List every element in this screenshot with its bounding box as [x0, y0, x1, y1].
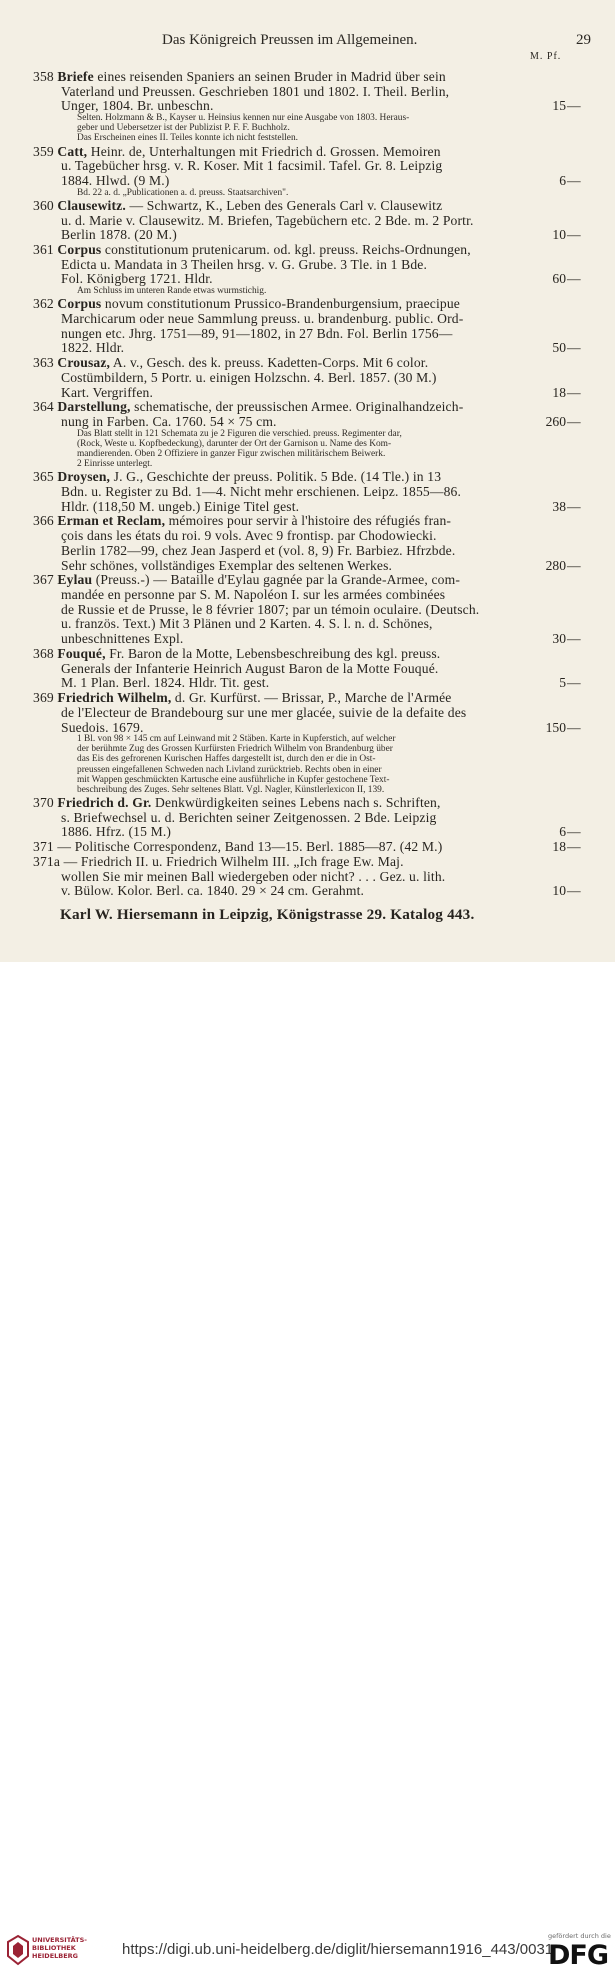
entry-line: [0, 883, 615, 899]
catalog-footer: Karl W. Hiersemann in Leipzig, Königstrasse 29. Katalog 443.: [60, 906, 475, 923]
entry-line: [0, 499, 615, 515]
running-header-title: Das Königreich Preussen im Allgemeinen.: [162, 32, 418, 48]
viewer-bottom-bar: [0, 962, 615, 1971]
entry-line: [0, 810, 615, 826]
entry-price-pfennig: —: [567, 172, 581, 188]
entry-line: [0, 84, 615, 100]
entry-price-pfennig: —: [567, 271, 581, 287]
entry-number: 362: [33, 296, 54, 312]
entry-line: [0, 631, 615, 647]
entry-line: [0, 646, 615, 662]
entry-price: 60: [552, 271, 566, 287]
entry-text: Sehr schönes, vollständiges Exemplar des seltenen Werkes.: [61, 557, 393, 573]
entry-price: 260: [545, 414, 566, 430]
entry-line: [0, 69, 615, 85]
entry-line: [0, 242, 615, 258]
entry-price: 50: [552, 340, 566, 356]
entry-line: [0, 370, 615, 386]
note-text: mandierenden. Oben 2 Offiziere in ganzer Figur zwischen militärischem Beiwerk.: [77, 448, 386, 459]
entry-price-pfennig: —: [567, 414, 581, 430]
entry-keyword: Darstellung,: [57, 399, 131, 415]
entry-keyword: Corpus: [57, 241, 102, 257]
entry-number: 370: [33, 794, 54, 810]
entry-text: de Russie et de Prusse, le 8 février 1807; par un témoin oculaire. (Deutsch.: [61, 601, 480, 617]
entry-text: M. 1 Plan. Berl. 1824. Hldr. Tit. gest.: [61, 675, 270, 691]
entry-text: mandée en personne par S. M. Napoléon I. sur les armées combinées: [61, 587, 446, 602]
note-text: beschreibung des Zuges. Sehr seltenes Blatt. Vgl. Nagler, Künstlerlexicon II, 139.: [77, 784, 385, 795]
entry-text: Bdn. u. Register zu Bd. 1—4. Nicht mehr erschienen. Leipz. 1855—86.: [61, 483, 462, 499]
entry-text: — Schwartz, K., Leben des Generals Carl v. Clausewitz: [125, 197, 443, 213]
entry-line: [0, 227, 615, 243]
entry-text: çois dans les états du roi. 9 vols. Avec 9 frontisp. par Chodowiecki.: [61, 528, 437, 544]
entry-number: 367: [33, 572, 54, 588]
entry-price-pfennig: —: [567, 340, 581, 356]
entry-text: Edicta u. Mandata in 3 Theilen hrsg. v. G. Grube. 3 Tle. in 1 Bde.: [61, 256, 428, 272]
entry-text: Vaterland und Preussen. Geschrieben 1801 und 1802. I. Theil. Berlin,: [61, 83, 450, 99]
entry-line: [0, 469, 615, 485]
entry-line: [0, 98, 615, 114]
entry-price-pfennig: —: [567, 384, 581, 400]
entry-line: [0, 661, 615, 677]
entry-line: [0, 705, 615, 721]
entry-line: [0, 795, 615, 811]
entry-price-pfennig: —: [567, 631, 581, 647]
entry-line: [0, 213, 615, 229]
note-text: das Eis des gefrorenen Kurischen Haffes dargestellt ist, durch den er die in Ost-: [77, 754, 376, 765]
entry-line: [0, 824, 615, 840]
note-text: preussen eingefallenen Schweden nach Livland zurücktrieb. Rechts oben in einer: [77, 764, 382, 775]
entry-line: [0, 602, 615, 618]
entry-price: 150: [545, 719, 566, 735]
note-text: Selten. Holzmann & B., Kayser u. Heinsius kennen nur eine Ausgabe von 1803. Heraus-: [77, 113, 410, 124]
entry-text: d. Gr. Kurfürst. — Brissar, P., Marche de l'Armée: [171, 690, 452, 706]
entry-line: [0, 198, 615, 214]
entry-line: [0, 839, 615, 855]
entry-keyword: Clausewitz.: [57, 197, 126, 213]
note-text: Das Erscheinen eines II. Teiles konnte ich nicht feststellen.: [77, 133, 298, 144]
entry-line: [0, 326, 615, 342]
note-text: Bd. 22 a. d. „Publicationen a. d. preuss. Staatsarchiven".: [77, 187, 289, 198]
page-number: 29: [576, 32, 591, 48]
entry-text: novum constitutionum Prussico-Brandenburgensium, praecipue: [101, 296, 460, 312]
entry-line: [0, 385, 615, 401]
entry-line: [0, 572, 615, 588]
entry-line: [0, 675, 615, 691]
entry-text: constitutionum prutenicarum. od. kgl. preuss. Reichs-Ordnungen,: [101, 241, 471, 257]
entry-text: Denkwürdigkeiten seines Lebens nach s. Schriften,: [151, 794, 441, 810]
entry-price: 18: [552, 839, 566, 855]
entry-text: Kart. Vergriffen.: [61, 384, 154, 400]
entry-keyword: Catt,: [57, 143, 88, 159]
entry-number: 366: [33, 513, 54, 529]
entry-text: Unger, 1804. Br. unbeschn.: [61, 98, 214, 114]
funding-note: gefördert durch die: [548, 1932, 611, 1940]
entry-number: 359: [33, 143, 54, 159]
entry-line: [0, 340, 615, 356]
note-text: Am Schluss im unteren Rande etwas wurmstichig.: [77, 286, 267, 297]
entry-keyword: Corpus: [57, 296, 102, 312]
entry-keyword: Friedrich Wilhelm,: [57, 690, 172, 706]
entry-line: [0, 587, 615, 603]
entry-text: Hldr. (118,50 M. ungeb.) Einige Titel gest.: [61, 498, 300, 514]
entry-line: [0, 690, 615, 706]
entry-price: 6: [559, 824, 566, 840]
entry-price-pfennig: —: [567, 675, 581, 691]
entry-number: 368: [33, 645, 54, 661]
entry-keyword: Droysen,: [57, 469, 111, 485]
entry-keyword: Crousaz,: [57, 355, 111, 371]
entry-line: [0, 616, 615, 632]
entry-text: Fr. Baron de la Motte, Lebensbeschreibung des kgl. preuss.: [105, 645, 441, 661]
entry-price-pfennig: —: [567, 824, 581, 840]
permalink-url[interactable]: https://digi.ub.uni-heidelberg.de/diglit/hiersemann1916_443/0031: [122, 1941, 554, 1958]
entry-keyword: Erman et Reclam,: [57, 513, 166, 529]
entry-line: [0, 271, 615, 287]
entry-text: Costümbildern, 5 Portr. u. einigen Holzschn. 4. Berl. 1857. (30 M.): [61, 369, 437, 385]
entry-text: 1822. Hldr.: [61, 340, 125, 356]
university-seal-icon: [6, 1934, 30, 1966]
entry-line: [0, 414, 615, 430]
entry-text: — Friedrich II. u. Friedrich Wilhelm III. „Ich frage Ew. Maj.: [63, 853, 404, 869]
entry-text: eines reisenden Spaniers an seinen Bruder in Madrid über sein: [93, 69, 446, 84]
entry-line: [0, 513, 615, 529]
note-text: der berühmte Zug des Grossen Kurfürsten Friedrich Wilhelm von Brandenburg über: [77, 744, 393, 755]
entry-keyword: Fouqué,: [57, 645, 106, 661]
entry-number: 361: [33, 241, 54, 257]
price-column-header: M. Pf.: [530, 51, 562, 62]
note-text: 1 Bl. von 98 × 145 cm auf Leinwand mit 2 Stäben. Karte in Kupferstich, auf welcher: [77, 734, 396, 745]
note-text: geber und Uebersetzer ist der Publizist P. F. F. Buchholz.: [77, 123, 290, 134]
entry-text: 1886. Hfrz. (15 M.): [61, 824, 172, 840]
entry-text: u. d. Marie v. Clausewitz. M. Briefen, Tagebüchern etc. 2 Bde. m. 2 Portr.: [61, 212, 474, 228]
entry-text: s. Briefwechsel u. d. Berichten seiner Zeitgenossen. 2 Bde. Leipzig: [61, 809, 437, 825]
entry-line: [0, 528, 615, 544]
entry-text: de l'Electeur de Brandebourg sur une mer glacée, suivie de la defaite des: [61, 704, 467, 720]
entry-number: 371a: [33, 853, 61, 869]
dfg-logo: DFG: [548, 1940, 609, 1971]
entry-text: Suedois. 1679.: [61, 719, 144, 735]
entry-number: 364: [33, 399, 54, 415]
entry-text: u. Tagebücher hrsg. v. R. Koser. Mit 1 facsimil. Tafel. Gr. 8. Leipzig: [61, 158, 443, 174]
entry-price: 10: [552, 883, 566, 899]
entry-line: [0, 355, 615, 371]
entry-price-pfennig: —: [567, 719, 581, 735]
entry-text: — Politische Correspondenz, Band 13—15. Berl. 1885—87. (42 M.): [57, 839, 443, 855]
scanned-page: [0, 0, 615, 962]
entry-price-pfennig: —: [567, 839, 581, 855]
note-text: mit Wappen geschmückten Kartusche eine ausführliche in Kupfer gestochene Text-: [77, 774, 390, 785]
entry-keyword: Eylau: [57, 572, 93, 588]
entry-text: schematische, der preussischen Armee. Originalhandzeich-: [130, 399, 464, 415]
entry-line: [0, 257, 615, 273]
entry-line: [0, 543, 615, 559]
entry-number: 358: [33, 69, 54, 84]
note-text: 2 Einrisse unterlegt.: [77, 459, 153, 470]
entry-text: Heinr. de, Unterhaltungen mit Friedrich d. Grossen. Memoiren: [87, 143, 441, 159]
entry-keyword: Briefe: [57, 69, 94, 84]
entry-price-pfennig: —: [567, 557, 581, 573]
entry-price: 18: [552, 384, 566, 400]
entry-text: (Preuss.-) — Bataille d'Eylau gagnée par la Grande-Armee, com-: [92, 572, 460, 588]
entry-line: [0, 399, 615, 415]
entry-line: [0, 173, 615, 189]
entry-text: nung in Farben. Ca. 1760. 54 × 75 cm.: [61, 414, 277, 430]
entry-price-pfennig: —: [567, 883, 581, 899]
entry-text: A. v., Gesch. des k. preuss. Kadetten-Corps. Mit 6 color.: [110, 355, 429, 371]
entry-price: 30: [552, 631, 566, 647]
entry-line: [0, 854, 615, 870]
note-text: Das Blatt stellt in 121 Schemata zu je 2 Figuren die verschied. preuss. Regimenter dar,: [77, 428, 402, 439]
entry-keyword: Friedrich d. Gr.: [57, 794, 152, 810]
entry-text: mémoires pour servir à l'histoire des réfugiés fran-: [165, 513, 452, 529]
entry-line: [0, 869, 615, 885]
entry-price-pfennig: —: [567, 98, 581, 114]
entry-text: nungen etc. Jhrg. 1751—89, 91—1802, in 27 Bdn. Fol. Berlin 1756—: [61, 325, 453, 341]
entry-text: Berlin 1878. (20 M.): [61, 227, 177, 243]
entry-text: Generals der Infanterie Heinrich August Baron de la Motte Fouqué.: [61, 660, 439, 676]
note-text: (Rock, Weste u. Kopfbedeckung), darunter der Ort der Garnison u. Name des Kom-: [77, 438, 392, 449]
entry-line: [0, 296, 615, 312]
entry-text: v. Bülow. Kolor. Berl. ca. 1840. 29 × 24 cm. Gerahmt.: [61, 883, 365, 899]
entry-line: [0, 311, 615, 327]
entry-price: 280: [545, 557, 566, 573]
entry-price: 38: [552, 498, 566, 514]
entry-number: 363: [33, 355, 54, 371]
entry-line: [0, 558, 615, 574]
entry-text: J. G., Geschichte der preuss. Politik. 5 Bde. (14 Tle.) in 13: [110, 469, 442, 485]
entry-text: u. französ. Text.) Mit 3 Plänen und 2 Karten. 4. S. l. n. d. Schönes,: [61, 616, 433, 632]
entry-text: Berlin 1782—99, chez Jean Jasperd et (vol. 8, 9) Fr. Barbiez. Hfrzbde.: [61, 542, 456, 558]
entry-price: 6: [559, 172, 566, 188]
entry-line: [0, 144, 615, 160]
entry-text: Fol. Königberg 1721. Hldr.: [61, 271, 213, 287]
entry-number: 369: [33, 690, 54, 706]
entry-text: unbeschnittenes Expl.: [61, 631, 184, 647]
entry-price-pfennig: —: [567, 227, 581, 243]
library-name: UNIVERSITÄTS- BIBLIOTHEK HEIDELBERG: [32, 1936, 87, 1960]
entry-number: 365: [33, 469, 54, 485]
entry-text: Marchicarum oder neue Sammlung preuss. u. brandenburg. public. Ord-: [61, 310, 464, 326]
entry-price: 15: [552, 98, 566, 114]
entry-text: wollen Sie mir meinen Ball wiedergeben oder nicht? . . . Gez. u. lith.: [61, 868, 446, 884]
entry-price: 5: [559, 675, 566, 691]
entry-price: 10: [552, 227, 566, 243]
entry-number: 371: [33, 839, 54, 855]
entry-line: [0, 484, 615, 500]
entry-text: 1884. Hlwd. (9 M.): [61, 172, 170, 188]
entry-price-pfennig: —: [567, 498, 581, 514]
entry-line: [0, 158, 615, 174]
entry-number: 360: [33, 197, 54, 213]
